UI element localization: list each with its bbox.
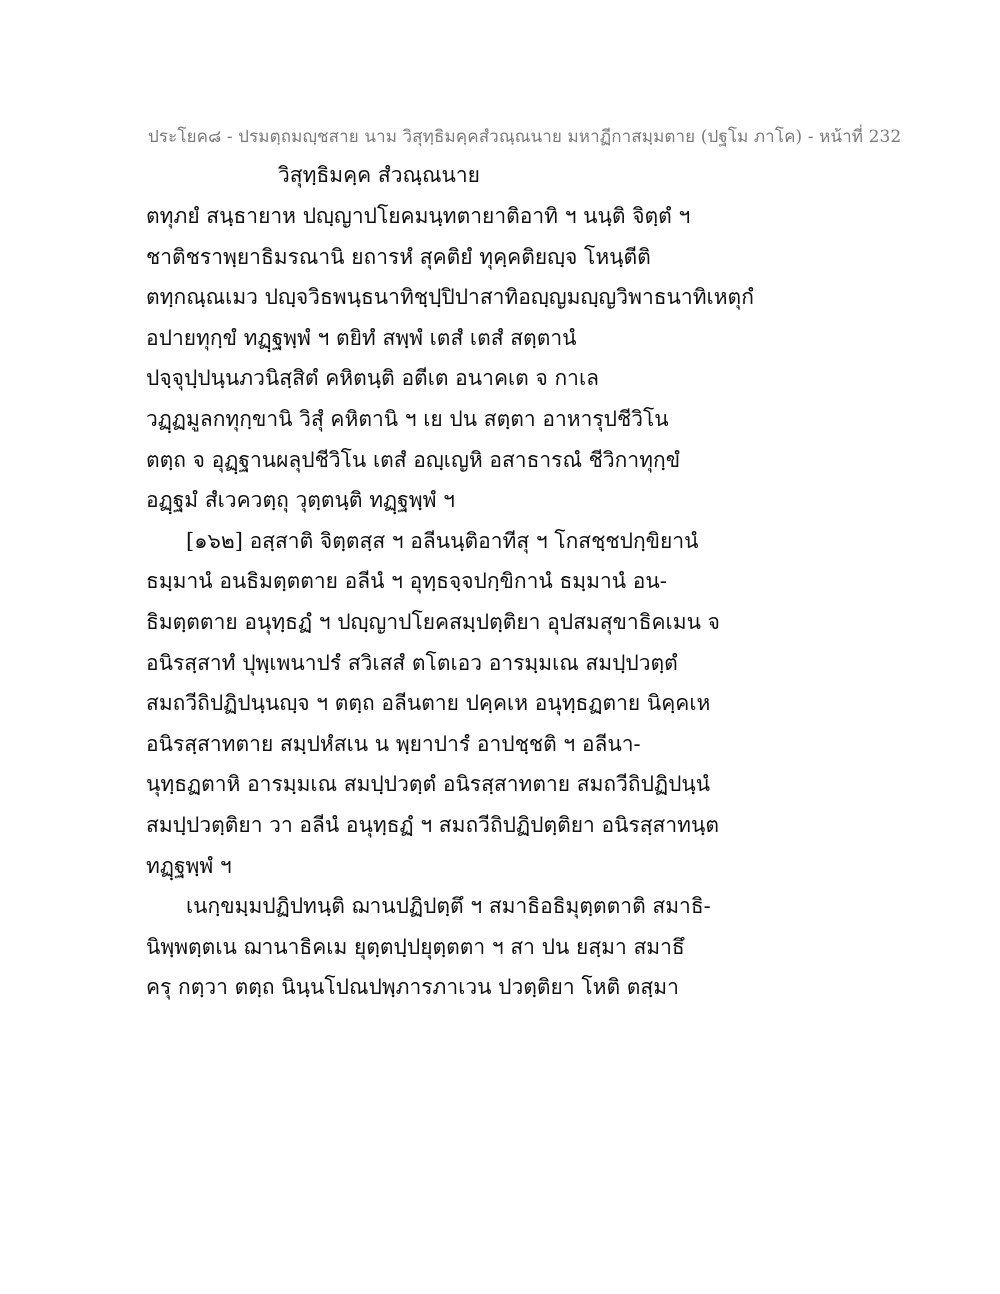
text-line: ตตฺถ จ อุฏฺฐานผลุปชีวิโน เตสํ อญฺเญหิ อสาธารณํ ชีวิกาทุกฺขํ [146,447,681,472]
text-line: อปายทุกฺขํ ทฏฺฐพฺพํ ฯ ตยิทํ สพฺพํ เตสํ เตสํ สตฺตานํ [146,325,577,350]
text-line: อนิรสฺสาทํ ปุพฺเพนาปรํ สวิเสสํ ตโตเอว อารมฺมเณ สมปฺปวตฺตํ [146,650,678,675]
paragraph-start-line: [๑๖๒] อสฺสาติ จิตฺตสฺส ฯ อลีนนฺติอาทีสุ ฯ โกสชฺชปกฺขิยานํ [186,528,699,553]
text-line: ปจฺจุปฺปนฺนภวนิสฺสิตํ คหิตนฺติ อตีเต อนาคเต จ กาเล [146,366,600,391]
text-line: สมถวีถิปฏิปนฺนญฺจ ฯ ตตฺถ อลีนตาย ปคฺคเห อนุทฺธฏตาย นิคฺคเห [146,691,711,716]
text-line: อนิรสฺสาทตาย สมฺปหํสเน น พฺยาปารํ อาปชฺชติ ฯ อลีนา- [146,731,641,756]
text-line: ธิมตฺตตาย อนุทฺธฏํ ฯ ปญฺญาปโยคสมฺปตฺติยา อุปสมสุขาธิคเมน จ [146,609,720,634]
text-line: สมปฺปวตฺติยา วา อลีนํ อนุทฺธฏํ ฯ สมถวีถิปฏิปตฺติยา อนิรสฺสาทนฺต [146,812,719,837]
text-line: ทฏฺฐพฺพํ ฯ [146,853,232,878]
text-line: ตทฺกณฺณเมว ปญฺจวิธพนฺธนาทิชฺปฺปิปาสาทิอญฺญมญฺญวิพาธนาทิเหตุกํ [146,285,754,310]
text-line: ตทุภยํ สนฺธายาห ปญฺญาปโยคมนฺทตายาติอาทิ ฯ นนฺติ จิตฺตํ ฯ [146,204,691,228]
body-text [146,196,754,1008]
text-line: อฏฺฐมํ สํเวควตฺถุ วุตฺตนฺติ ทฏฺฐพฺพํ ฯ [146,488,455,513]
text-line: นุทฺธฏตาหิ อารมฺมเณ สมปฺปวตฺตํ อนิรสฺสาทตาย สมถวีถิปฏิปนฺนํ [146,772,711,797]
text-line: ธมฺมานํ อนธิมตฺตตาย อลีนํ ฯ อุทฺธจฺจปกฺขิกานํ ธมฺมานํ อน- [146,569,667,594]
running-header: ประโยค๘ - ปรมตฺถมญฺชสาย นาม วิสุทฺธิมคฺคสํวณฺณนาย มหาฏีกาสมฺมตาย (ปฐโม ภาโค) - หน้าที่ 232 [148,127,902,147]
text-line: ชาติชราพฺยาธิมรณานิ ยถารหํ สุคติยํ ทุคฺคติยญฺจ โหนฺตีติ [146,244,651,269]
text-line: นิพฺพตฺตเน ฌานาธิคเม ยุตฺตปฺปยุตฺตตา ฯ สา ปน ยสฺมา สมาธึ [146,934,685,959]
paragraph-start-line: เนกฺขมฺมปฏิปทนฺติ ฌานปฏิปตฺตึ ฯ สมาธิอธิมุตฺตตาติ สมาธิ- [186,894,711,919]
text-line: ครุ กตฺวา ตตฺถ นินฺนโปณปพฺภารภาเวน ปวตฺติยา โหติ ตสฺมา [146,975,679,1000]
text-line: วฏฺฏมูลกทุกฺขานิ วิสุํ คหิตานิ ฯ เย ปน สตฺตา อาหารุปชีวิโน [146,406,669,431]
section-heading: วิสุทฺธิมคฺค สํวณฺณนาย [278,163,480,187]
